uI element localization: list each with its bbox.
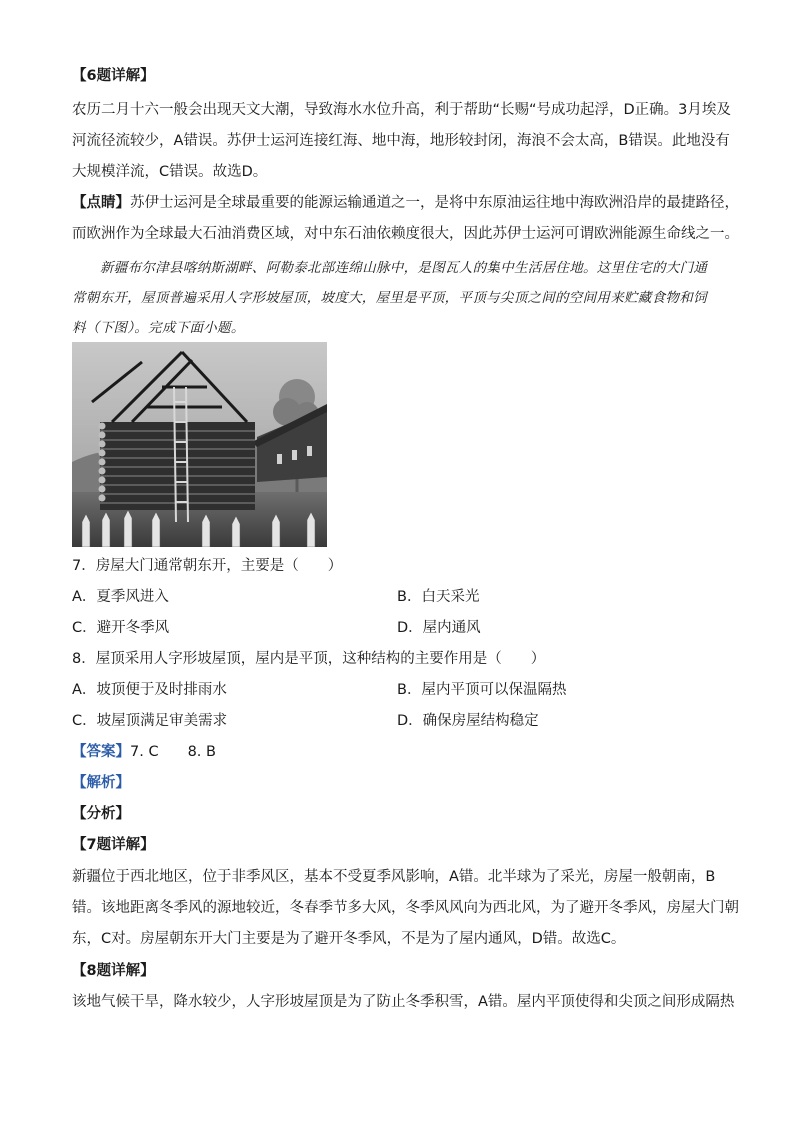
tip-label: 【点睛】 xyxy=(72,195,130,211)
q7-line: 错。该地距离冬季风的源地较近，冬春季节多大风，冬季风风向为西北风，为了避开冬季风，房屋大门朝 xyxy=(72,900,739,916)
q7-option-a: A．夏季风进入 xyxy=(72,589,169,605)
tip-line xyxy=(72,193,739,213)
q6-line: 河流径流较少，A错误。苏伊士运河连接红海、地中海，地形较封闭，海浪不会太高，B错误。此地没有 xyxy=(72,133,730,149)
q8-line: 该地气候干旱，降水较少，人字形坡屋顶是为了防止冬季积雪，A错。屋内平顶使得和尖顶之间形成隔热 xyxy=(72,994,735,1010)
answer-label: 【答案】 xyxy=(72,744,130,760)
analysis-label: 【解析】 xyxy=(72,775,130,791)
q8-option-c: C．坡屋顶满足审美需求 xyxy=(72,713,228,729)
q8-option-a: A．坡顶便于及时排雨水 xyxy=(72,682,227,698)
tip-text: 苏伊士运河是全球最重要的能源运输通道之一，是将中东原油运往地中海欧洲沿岸的最捷路径， xyxy=(130,195,739,211)
q8-option-d: D．确保房屋结构稳定 xyxy=(397,713,539,729)
log-house-photo xyxy=(72,342,327,547)
q8-option-b: B．屋内平顶可以保温隔热 xyxy=(397,682,567,698)
answer-text: 7. C 8. B xyxy=(130,744,216,760)
q8-header: 【8题详解】 xyxy=(72,963,155,979)
q7-line: 东，C对。房屋朝东开大门主要是为了避开冬季风，不是为了屋内通风，D错。故选C。 xyxy=(72,931,626,947)
passage-line: 料（下图）。完成下面小题。 xyxy=(72,320,245,336)
question-7-stem: 7．房屋大门通常朝东开，主要是（ ） xyxy=(72,558,343,574)
passage-line: 新疆布尔津县喀纳斯湖畔、阿勒泰北部连绵山脉中，是图瓦人的集中生活居住地。这里住宅的大门通 xyxy=(100,260,708,276)
q6-line: 大规模洋流，C错误。故选D。 xyxy=(72,164,268,180)
q7-option-b: B．白天采光 xyxy=(397,589,480,605)
fenxi-label: 【分析】 xyxy=(72,806,130,822)
question-8-stem: 8．屋顶采用人字形坡屋顶，屋内是平顶，这种结构的主要作用是（ ） xyxy=(72,651,546,667)
q6-header: 【6题详解】 xyxy=(72,68,155,84)
q6-line: 农历二月十六一般会出现天文大潮，导致海水水位升高，利于帮助“长赐“号成功起浮，D正确。3月埃及 xyxy=(72,102,731,118)
answer-line xyxy=(72,742,216,762)
passage-line: 常朝东开，屋顶普遍采用人字形坡屋顶，坡度大，屋里是平顶，平顶与尖顶之间的空间用来贮藏食物和饲 xyxy=(72,290,707,306)
q7-option-d: D．屋内通风 xyxy=(397,620,481,636)
q7-header: 【7题详解】 xyxy=(72,837,155,853)
tip-line: 而欧洲作为全球最大石油消费区域，对中东石油依赖度很大，因此苏伊士运河可谓欧洲能源生命线之一。 xyxy=(72,226,739,242)
q7-option-c: C．避开冬季风 xyxy=(72,620,170,636)
q7-line: 新疆位于西北地区，位于非季风区，基本不受夏季风影响，A错。北半球为了采光，房屋一般朝南，B xyxy=(72,869,716,885)
